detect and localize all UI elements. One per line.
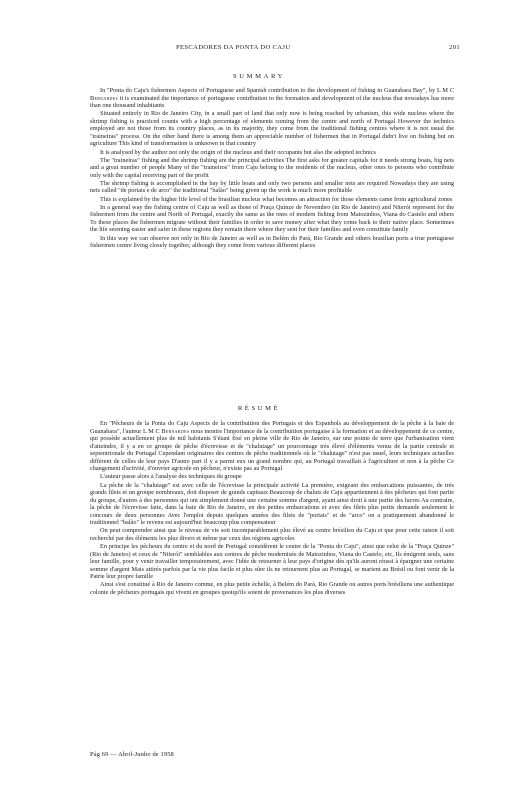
- page-footer: Pág 69 — Abril-Junho de 1958: [90, 751, 174, 758]
- summary-paragraph: In a general way the fishing centre of Caju as well as those of Praça Quinze de Novembro (in Rio de Janeiro) and Niterói represent for the fishermen from the centre and North of Portugal, exactly the same as the ones of modern fishing from Matozinhos, Viana do Castelo and others To these places the fishermen migrate without their families in order to save money after what they come back to their native place. Sometimes the life seeming easier and safer in these regions they remain there where they sent for their families and even constitute family: [90, 203, 454, 234]
- summary-paragraph: The "traineiras" fishing and the shrimp fishing are the principal activities The first asks for greater capitals for it needs strong boats, big nets and a great number of people Many of the "traineiros" from Caju belong to the residents of the nucleus, other ones to persons who contribute only with the capital receiving part of the profit: [90, 156, 454, 179]
- resume-paragraph: La pêche de la "chalutage" est avec celle de l'écrevisse la principale activité La première, exigeant des embarcations puissantes, de très grands filets et un groupe nombreaux, doit disposer de grands capitaux Beaucoup de chaluts de Caju appartiennent à des pêcheurs qui font partie du groupe, d'autres à des personnes qui ont simplement donné une certaine somme d'argent, ayant ainsi droit à une partie des lucres Au contraire, la pêche de l'écrevisse faite, dans la baie de Rio de Janeiro, en des petites embarcations et avec des filets plus petits demande seulement le concours de deux personnes Avec l'emploi depuis quelques années des filets de "portais" et de "arco" on a pratiquement abandonné le traditionnel "balão" le revenu est aujourd'hui beaucoup plus compensateur: [90, 481, 454, 527]
- resume-paragraph: En principe les pêcheurs du centre et du nord de Portugal considèrent le centre de la "Ponta do Caju", ainsi que celui de la "Praça Quinze" (Rio de Janeiro) et ceux de "Niterói" semblables aux centres de pêche modernisée de Matozinhos, Viana do Castelo, etc, Ils émigrent seuls, sans leur famille, pour y venir travailler temporairement, avec l'idée de retourner à leur pays d'origine dès qu'ils auront réussi à épargner une certaine somme d'argent Mais attirés parfois par la vie plus facile et plus sûre ils ne retournent plus au Portugal, se marient au Brésil ou font venir de la Patrie leur propre famille: [90, 543, 454, 581]
- summary-heading: SUMMARY: [233, 73, 285, 80]
- resume-section: [90, 420, 454, 597]
- summary-paragraph: Situated entirely in Rio de Janeiro City, in a small part of land that only now is being reached by urbanism, this wide nucleus where the shrimp fishing is practiced counts with a high percentage of elements coming from the centre and north of Portugal However the technics employed are not those from its country places, as in its majority, they come from the traditional fishing centres where it is not usual the "traineiras" process. On the other hand there is among them an appreciable number of fishermen that in Portugal didn't live on fishing but on agriculture This kind of transformation is unknown in that country: [90, 110, 454, 148]
- resume-paragraph-1: En "Pêcheurs de la Ponta do Caju Aspects de la contribuition des Portugais et des Espanhols au développement de la pêche à la baie de Guanabara", l'auteur L M C Bernardes nous montre l'importance de la contribuition portugaise à la formation et au développement de ce centre, qui possède actuellement plus de mil habitants S'étant fixé en pleine ville de Rio de Janeiro, sur une pointe de terre que l'urbanisation vient d'atteindre, il y a en ce groupe de pêche d'écrevisse et de "chalutage" un pourcentage très élevé d'éléments venus de la partie centrale et septentrionale du Portugal Cependant originaires des centres de pêche traditionnels où le "chalutage" n'est pas usuel, leurs techniques actuelles diffèrent de celles de leur pays D'autre part il y a parmi eux un grand nombre qui, au Portugal travaillait à l'agriculture et non à la pêche Ce changement d'activité, d'ouvrier agricole en pêcheur, n'existe pas au Portugal: [90, 420, 454, 473]
- resume-paragraph: L'auteur passe alors à l'analyse des techniques du groupe: [100, 473, 242, 481]
- summary-paragraph-1: In "Ponta do Caju's fishermen Aspects of Portuguese and Spanish contribution to the development of fishing in Guanabara Bay", by L M C Bernardes it is examinated the importance of portuguese contribution to the formation and development of the nucleus that nowadays has more than one thousand inhabitants: [90, 87, 454, 110]
- summary-paragraph: It is analysed by the author not only the origin of the nucleus and their occupants but also the adopted technics: [100, 148, 376, 156]
- running-header: [176, 44, 460, 51]
- summary-paragraph: The shrimp fishing is accomplished in the bay by little boats and only two persons and smaller nets are required Nowadays they are using nets called "de portais e de arco" the traditional "balão" being given up the work is much more profitable: [90, 179, 454, 195]
- page-number: 201: [449, 44, 460, 51]
- resume-paragraph: On peut comprendre ainsi que le niveau de vie soit incomparablement plus élevé au centre brésilien du Caju et que pour cette raison il soit recherché par des éléments les plus divers et même par ceux des régions agricoles: [90, 527, 454, 542]
- summary-paragraph: This is explained by the higher life level of the brasilian nucleus what becomes an attraction for those elements came from agricultural zones: [100, 195, 453, 203]
- author-name: Bernardes: [90, 94, 118, 102]
- resume-paragraph: Ainsi s'est constitué à Rio de Janeiro comme, en plus petite échelle, à Belém do Pará, Rio Grande ou autres ports brésiliens une authentique colonie de pêcheurs portugais qui vivent en groupes quoiqu'ils soient de provenances les plus diverses: [90, 581, 454, 596]
- author-name: Bernardes: [161, 427, 190, 435]
- resume-heading: RÉSUMÉ: [237, 405, 281, 412]
- running-title: PESCADORES DA PONTA DO CAJU: [176, 44, 291, 51]
- summary-section: [90, 87, 454, 250]
- summary-paragraph: In this way we can observe not only in Rio de Janeiro as well as in Belém do Pará, Rio Grande and others brasilian ports a true portuguese fishermen centre living closely together, although they come from various different places: [90, 234, 454, 250]
